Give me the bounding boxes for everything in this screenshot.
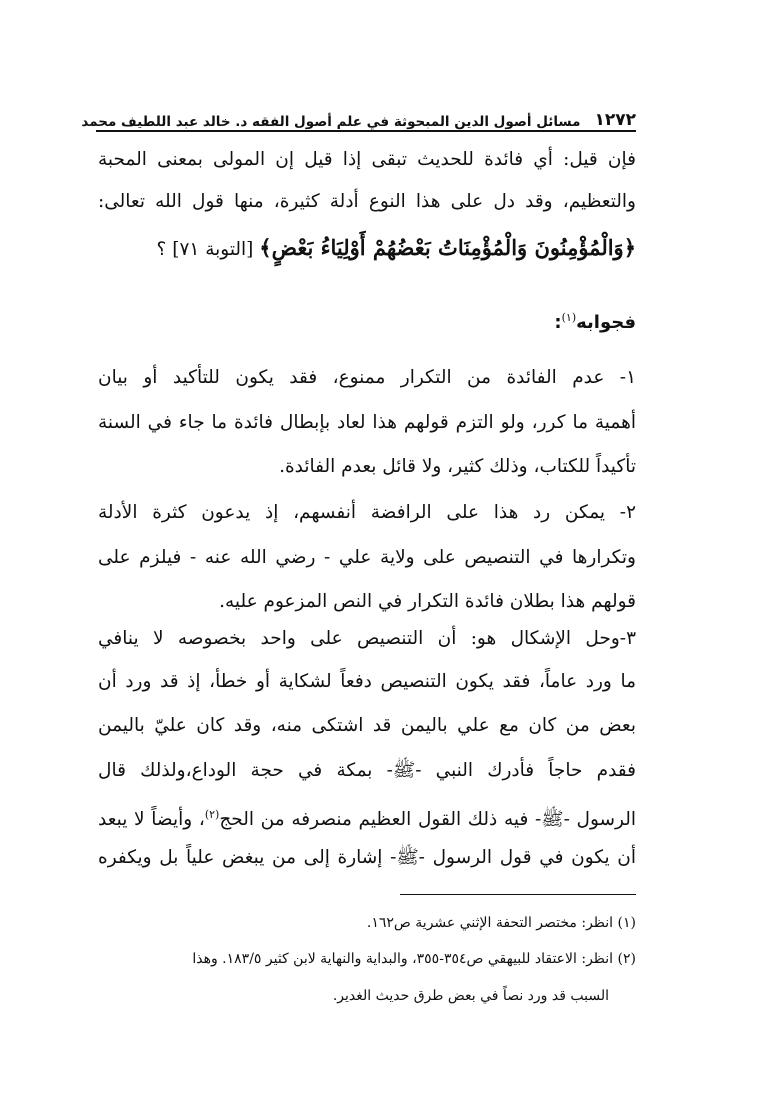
body-line <box>98 795 636 835</box>
footnote-2-line-2: السبب قد ورد نصاً في بعض طرق حديث الغدير. <box>332 988 609 1004</box>
footnote-ref: (٢) <box>204 808 220 821</box>
page-header <box>81 104 636 130</box>
body-line: أهمية ما كرر، ولو التزم قولهم هذا لعاد بإبطال فائدة ما جاء في السنة <box>98 412 636 433</box>
answer-colon: : <box>554 312 562 334</box>
body-text-segment: الرسول -ﷺ- فيه ذلك القول العظيم منصرفه من الحج <box>219 809 636 831</box>
body-line: قولهم هذا بطلان فائدة التكرار في النص المزعوم عليه. <box>219 591 636 612</box>
footnote-ref: (١) <box>561 311 577 324</box>
page-number: ١٢٧٢ <box>594 110 636 130</box>
body-line: فقدم حاجاً فأدرك النبي -ﷺ- بمكة في حجة الوداع،ولذلك قال <box>98 760 636 781</box>
body-text-segment: ، وأيضاً لا يبعد <box>98 809 205 831</box>
footnote-divider <box>400 894 636 895</box>
body-line: ١- عدم الفائدة من التكرار ممنوع، فقد يكون للتأكيد أو بيان <box>98 367 636 388</box>
verse-reference: [التوبة ٧١] ؟ <box>156 239 260 260</box>
body-line: ما ورد عاماً، فقد يكون التنصيص دفعاً لشكاية أو خطأ، إذ قد ورد أن <box>98 671 636 692</box>
answer-heading: فجوابه <box>576 312 636 334</box>
answer-heading-line <box>98 298 636 338</box>
body-line: ٣-وحل الإشكال هو: أن التنصيص على واحد بخصوصه لا ينافي <box>98 628 636 649</box>
body-line: فإن قيل: أي فائدة للحديث تبقى إذا قيل إن المولى بمعنى المحبة <box>98 149 636 170</box>
body-line: والتعظيم، وقد دل على هذا النوع أدلة كثيرة، منها قول الله تعالى: <box>98 191 636 212</box>
footnote-2-line-1: (٢) انظر: الاعتقاد للبيهقي ص٣٥٤-٣٥٥، والبداية والنهاية لابن كثير ١٨٣/٥. وهذا <box>192 951 636 967</box>
body-line: ٢- يمكن رد هذا على الرافضة أنفسهم، إذ يدعون كثرة الأدلة <box>98 502 636 523</box>
quran-verse: ﴿وَالْمُؤْمِنُونَ وَالْمُؤْمِنَاتُ بَعْضُهُمْ أَوْلِيَاءُ بَعْضٍ﴾ <box>259 235 636 260</box>
body-line: وتكرارها في التنصيص على ولاية علي - رضي الله عنه - فيلزم على <box>98 547 636 568</box>
running-title: مسائل أصول الدين المبحوثة في علم أصول الفقه د. خالد عبد اللطيف محمد <box>81 114 581 130</box>
body-line: أن يكون في قول الرسول -ﷺ- إشارة إلى من يبغض علياً بل ويكفره <box>98 847 636 868</box>
verse-line <box>98 228 636 268</box>
body-line: بعض من كان مع علي باليمن قد اشتكى منه، وقد كان عليّ باليمن <box>98 715 636 736</box>
body-line: تأكيداً للكتاب، وذلك كثير، ولا قائل بعدم الفائدة. <box>279 456 636 477</box>
footnote-1: (١) انظر: مختصر التحفة الإثني عشرية ص١٦٢. <box>366 915 636 931</box>
header-divider <box>96 130 636 132</box>
